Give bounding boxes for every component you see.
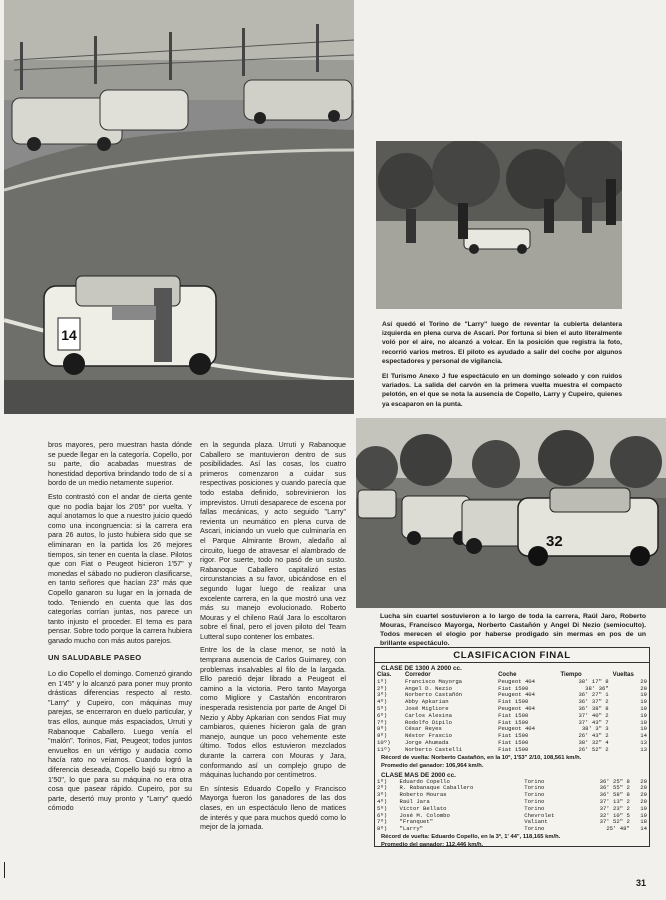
table-cell: Torino — [524, 784, 545, 792]
table-cell: José M. Colombo — [399, 811, 450, 819]
table-cell: 13 — [640, 745, 647, 753]
table-cell: 36' 55" 2 — [599, 784, 630, 792]
table-cell: 14 — [640, 825, 647, 833]
table-cell: 4º) — [377, 797, 388, 805]
table-cell: 19 — [640, 718, 647, 726]
table-cell: Fiat 1500 — [498, 698, 529, 706]
table-cell: 19 — [640, 711, 647, 719]
table-cell: Torino — [524, 825, 545, 833]
table-cell: Carlos Alesina — [404, 711, 452, 719]
table-cell: 37' 43" 7 — [578, 718, 609, 726]
table-cell: 36' 37" 2 — [578, 698, 609, 706]
col-header: Corredor — [404, 672, 431, 678]
table-cell: Peugeot 404 — [498, 704, 536, 712]
table-cell: Angel D. Nezio — [404, 684, 452, 692]
table-cell: Fiat 1500 — [498, 718, 529, 726]
table-cell: 7º) — [377, 718, 388, 726]
table-cell: 26' 43" 2 — [578, 732, 609, 740]
table-cell: 38' 32" 4 — [578, 738, 609, 746]
table-cell: 19 — [640, 725, 647, 733]
table-cell: 6º) — [377, 711, 388, 719]
table-cell: 37' 52" 2 — [599, 818, 630, 826]
table-cell: Jorge Ahumada — [404, 738, 449, 746]
table-cell: 26' 52" 2 — [578, 745, 609, 753]
table-cell: Eduardo Copello — [399, 777, 450, 785]
table-cell: 20 — [640, 684, 647, 692]
table-cell: Raúl Jara — [399, 797, 430, 805]
table-cell: "Franquet" — [399, 818, 434, 826]
table-cell: Valiant — [524, 818, 548, 826]
table-cell: 36' 58" 8 — [599, 791, 630, 799]
table-cell: César Reyes — [404, 725, 442, 733]
paragraph: en la segunda plaza. Urruti y Rabanoque Caballero se mantuvieron dentro de sus posibilidades. Así las cosas, los cuatro primeros comenzaron a cuidar sus respectivas posiciones y cuando parecía que todo estaba definido, sobrevinieron los imprevistos. Urruti desaparece de escena por fallas mecánicas, y acto seguido "Larry" revienta un neumático en plena curva de Ascari, iniciando un vuelo que culminaría en el Parque Almirante Brown, aledaño al circuito, luego de atravesar el alambrado de rigor. Por suerte, todo no pasó de un susto. Rabanoque Caballero capitalizó estas circunstancias a su favor, ubicándose en el segundo lugar luego de realizar una excelente carrera, en la que mostró una vez más su manejo evolucionado. Roberto Mouras y el chileno Raúl Jara lo escoltaron sobre el final, pero el joven piloto del Team Lutteral supo contener los embates. — [200, 440, 346, 641]
table-cell: 1º) — [377, 777, 388, 785]
crash-caption: Así quedó el Torino de "Larry" luego de reventar la cubierta delantera izquierda en plena curva de Ascari. Por fortuna si bien el auto literalmente voló por el aire, no alcanzó a volcar. En la posición que registra la foto, recorrió varios metros. El piloto es ayudado a salir del coche por algunos espectadores y personal de vigilancia. — [382, 321, 622, 365]
table-cell: Rodolfo Dipilo — [404, 718, 452, 726]
table-cell: Torino — [524, 791, 545, 799]
crash-photo — [376, 141, 622, 309]
table-cell: Abby Apkarian — [404, 698, 449, 706]
paragraph: En síntesis Eduardo Copello y Francisco Mayorga fueron los ganadores de las dos clases, en un espectáculo lleno de matices de interés y que para muchos quedó como lo mejor de la jornada. — [200, 783, 346, 832]
turismo-caption: El Turismo Anexo J fue espectáculo en un domingo soleado y con ruidos variados. La salida del carvón en la primera vuelta muestra el compacto pelotón, en el que se nota la ausencia de Copello, Larry y Cupeiro, quienes ya escaparon en la punta. — [382, 373, 622, 408]
table-cell: Peugeot 404 — [498, 677, 536, 685]
table-cell: 2º) — [377, 684, 388, 692]
table-cell: 20 — [640, 677, 647, 685]
paragraph: Entre los de la clase menor, se notó la temprana ausencia de Carlos Guimarey, con problemas insalvables al filo de la largada. Ello pareció dejar librado a Peugeot el camino a la victoria. Pero tanto Mayorga como Migliore y Castañón encontraron inesperada resistencia por parte de Angel Di Nezio y Abby Apkarian con sendos Fiat muy cambiaros, quienes hicieron gala de gran manejo, aunque un poco vehemente este último. Todos ellos estuvieron mezclados durante la carrera con Mouras y Jara, conformando así un complejo grupo de máquinas luchando por centímetros. — [200, 645, 346, 780]
table-cell: Torino — [524, 804, 545, 812]
table-cell: 37' 40" 2 — [578, 711, 609, 719]
paragraph: Lo dio Copello el domingo. Comenzó girando en 1'45" y lo alcanzó para poner muy pronto drásticas diferencias respecto al resto. "Larry" y Cupeiro, con máquinas muy parejas, se encerraron en duelo particular, y tras ellos, aunque más espaciados, Urruti y Rabanoque Caballero. Luego venía el "malón". Torinos, Fiat, Peugeot; todos juntos envueltos en un vértigo y audacia como hacía rato no veíamos. Cuando logró la diferencia deseada, Copello bajó su ritmo a 1'50", lo que para su máquina no era otra cosa que pasear rápido. Cupeiro, por su parte, desertó muy pronto y "Larry" quedó cómodo — [48, 669, 192, 813]
table-cell: 6º) — [377, 811, 388, 819]
race-photo-main — [4, 0, 354, 414]
table-cell: 38' 36" — [585, 684, 609, 692]
table-cell: 19 — [640, 698, 647, 706]
car-number: 14 — [61, 327, 77, 343]
lap-record: Récord de vuelta: Norberto Castañón, en la 10ª, 1'53" 2/10, 108,561 km/h. — [381, 754, 582, 761]
results-table — [374, 647, 650, 847]
table-cell: 4º) — [377, 698, 388, 706]
table-cell: 36' 38" 8 — [578, 704, 609, 712]
table-cell: R. Rabanaque Caballero — [399, 784, 474, 792]
paragraph: Esto contrastó con el andar de cierta gente que no podía bajar los 2'05" por vuelta. Y aquí anotamos lo que a nuestro juicio quedó como una incongruencia: si la carrera era para 26 autos, lo justo hubiera sido que se eliminaran en la partida los 26 mejores tiempos, sin tener en cuenta la clase. Pilotos que con Fiat o Peugeot hicieron 1'57" y monedas el sábado no pudieron clasificarse, en tanto señores que hacían 23" más que Copello ganaron su lugar en la jornada de todo. Teniendo en cuenta que las dos categorías corrían juntas, nos parece un tanto injusto el proceder. El tema es para pensar. Sobre todo porque la carrera hubiera ganado mucho con más autos parejos. — [48, 491, 192, 645]
class2-table — [375, 779, 649, 833]
lap-record: Récord de vuelta: Eduardo Copello, en la 3ª, 1' 44", 118,165 km/h. — [381, 833, 561, 840]
table-cell: Torino — [524, 777, 545, 785]
table-cell: 14 — [640, 732, 647, 740]
table-cell: Chevrolet — [524, 811, 555, 819]
table-cell: 13 — [640, 738, 647, 746]
table-cell: Francisco Mayorga — [404, 677, 463, 685]
table-cell: 3º) — [377, 691, 388, 699]
table-cell: 5º) — [377, 704, 388, 712]
lucha-caption: Lucha sin cuartel sostuvieron a lo largo de toda la carrera, Raúl Jaro, Roberto Mouras, Francisco Mayorga, Norberto Castañón y Angel Di Nezio (semioculto). Todos merecen el elogio por haberse prodigado sin mermas en pos de un brillante espectáculo. — [380, 613, 646, 647]
table-cell: 3º) — [377, 791, 388, 799]
table-cell: Fiat 1500 — [498, 738, 529, 746]
table-cell: "Larry" — [399, 825, 424, 833]
table-cell: 20 — [640, 797, 647, 805]
table-cell: Fiat 1500 — [498, 711, 529, 719]
table-cell: José Migliore — [404, 704, 449, 712]
table-cell: 7º) — [377, 818, 388, 826]
table-cell: Víctor Bellato — [399, 804, 447, 812]
table-cell: 20 — [640, 791, 647, 799]
table-cell: Roberto Mouras — [399, 791, 447, 799]
table-cell: Norberto Castañón — [404, 691, 463, 699]
class-heading: CLASE DE 1300 A 2000 cc. — [381, 665, 462, 672]
pack-photo — [356, 418, 666, 608]
paragraph: bros mayores, pero muestran hasta dónde se puede llegar en la categoría. Copello, por su parte, dio acabadas muestras de honestidad deportiva brindando todo de sí a bordo de un medio netamente superior. — [48, 440, 192, 488]
winner-average: Promedio del ganador: 112,446 km/h. — [381, 841, 484, 848]
table-cell: 37' 13" 2 — [599, 797, 630, 805]
table-cell: 2º) — [377, 784, 388, 792]
col-header: Coche — [498, 672, 517, 678]
class1-table — [375, 672, 649, 754]
table-cell: 20 — [640, 784, 647, 792]
table-cell: 10º) — [377, 738, 391, 746]
table-cell: Torino — [524, 797, 545, 805]
table-cell: 20 — [640, 777, 647, 785]
article-column-2 — [200, 440, 346, 832]
margin-mark — [4, 862, 5, 878]
col-header: Tiempo — [560, 672, 582, 678]
table-cell: 1º) — [377, 677, 388, 685]
table-cell: Fiat 1500 — [498, 684, 529, 692]
car-number: 32 — [546, 533, 563, 550]
table-cell: 8º) — [377, 825, 388, 833]
table-cell: 36' 27" 1 — [578, 691, 609, 699]
table-cell: 37' 23" 2 — [599, 804, 630, 812]
subheading: UN SALUDABLE PASEO — [48, 653, 142, 663]
results-title: CLASIFICACION FINAL — [375, 648, 649, 663]
table-cell: 19 — [640, 804, 647, 812]
table-cell: 38' 3" 3 — [581, 725, 609, 733]
table-cell: Fiat 1500 — [498, 732, 529, 740]
table-cell: 32' 10" 5 — [599, 811, 630, 819]
table-cell: Peugeot 404 — [498, 691, 536, 699]
col-header: Vueltas — [612, 672, 634, 678]
table-cell: Peugeot 404 — [498, 725, 536, 733]
table-cell: Norberto Castelli — [404, 745, 463, 753]
table-cell: 8º) — [377, 725, 388, 733]
table-cell: 38' 17" 8 — [578, 677, 609, 685]
table-cell: 19 — [640, 691, 647, 699]
article-column-1 — [48, 440, 192, 813]
table-cell: 18 — [640, 818, 647, 826]
table-cell: 5º) — [377, 804, 388, 812]
class-heading: CLASE MAS DE 2000 cc. — [381, 771, 456, 779]
table-cell: Néstor Frascio — [404, 732, 452, 740]
table-cell: 19 — [640, 704, 647, 712]
table-row — [375, 747, 649, 754]
page-number: 31 — [635, 878, 646, 888]
table-cell: 11º) — [377, 745, 391, 753]
winner-average: Promedio del ganador: 106,964 km/h. — [381, 762, 484, 769]
table-row — [375, 826, 649, 833]
table-cell: 9º) — [377, 732, 388, 740]
table-cell: 19 — [640, 811, 647, 819]
table-cell: 25' 48" — [606, 825, 630, 833]
col-header: Clas. — [377, 672, 392, 678]
table-cell: Fiat 1500 — [498, 745, 529, 753]
table-cell: 36' 25" 8 — [599, 777, 630, 785]
